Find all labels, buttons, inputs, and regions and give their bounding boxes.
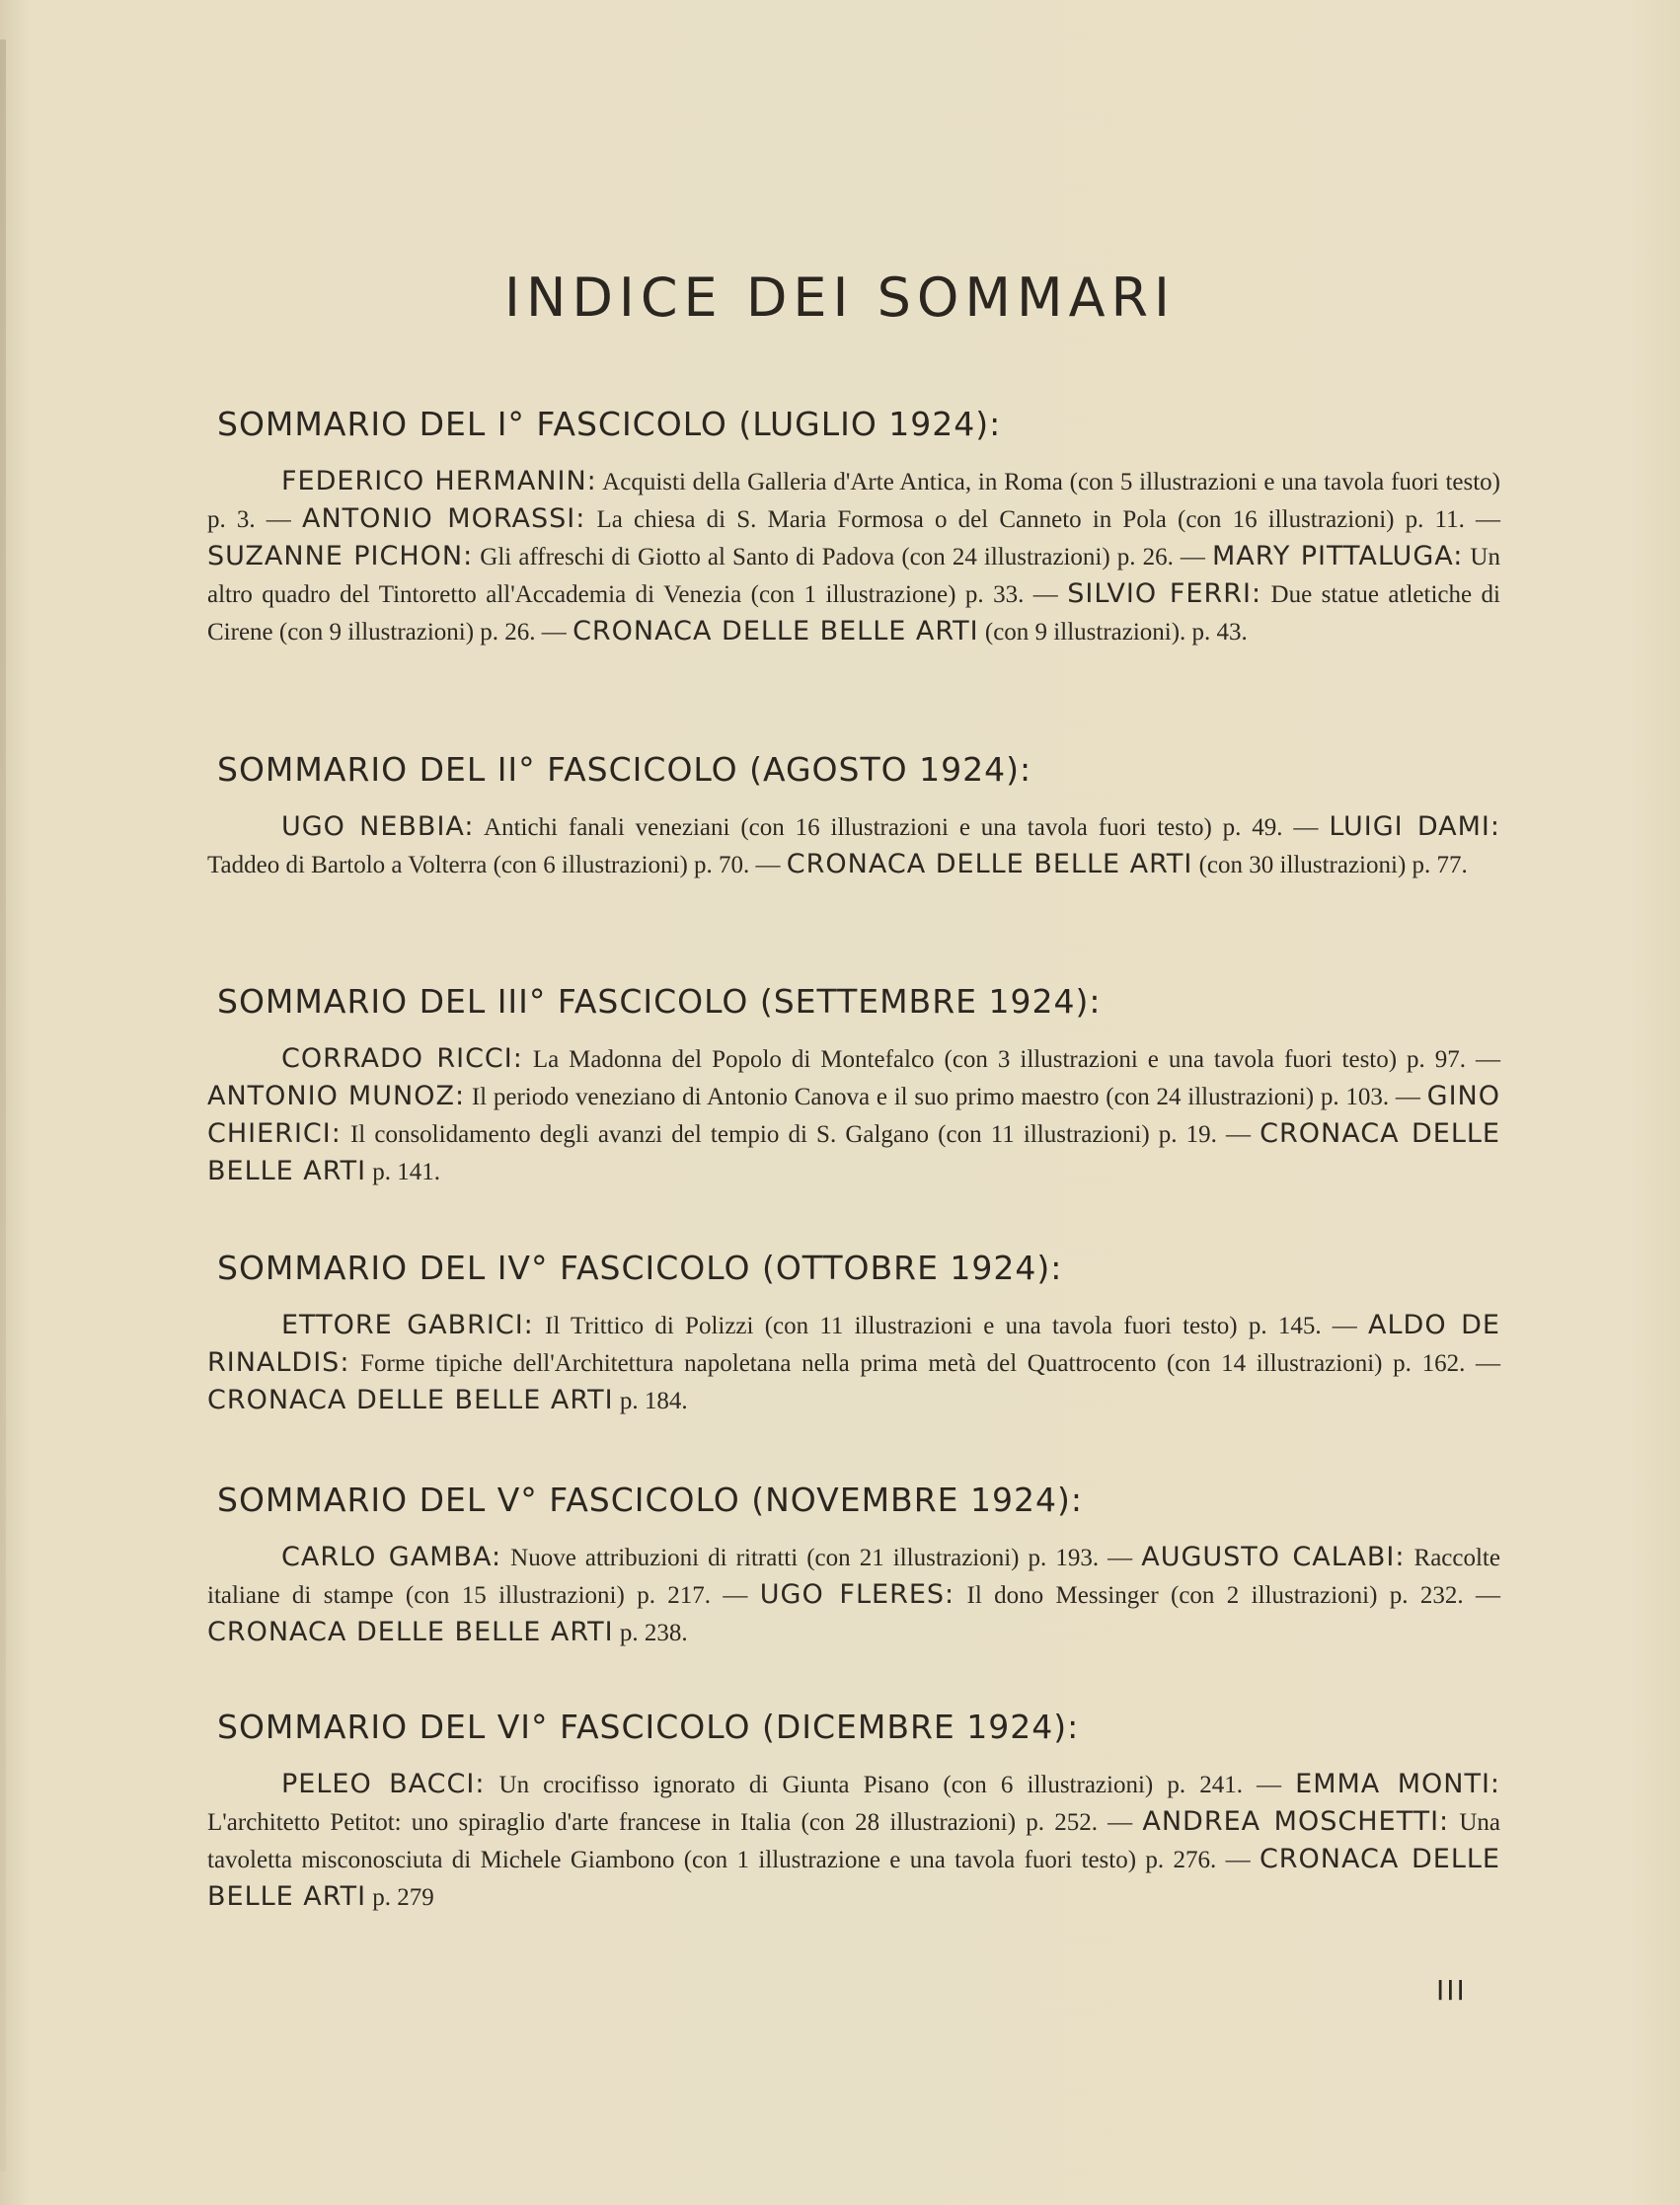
- author: UGO NEBBIA:: [281, 811, 475, 842]
- author: CRONACA DELLE BELLE ARTI: [207, 1844, 1500, 1912]
- section-body: [207, 1307, 1500, 1419]
- author: CRONACA DELLE BELLE ARTI: [207, 1617, 614, 1647]
- section-body: [207, 1539, 1500, 1651]
- section-1: [207, 405, 1500, 650]
- section-4: [207, 1249, 1500, 1419]
- author: SUZANNE PICHON:: [207, 541, 474, 571]
- author: ANTONIO MUNOZ:: [207, 1081, 466, 1111]
- section-body: [207, 1766, 1500, 1916]
- entry-text: Nuove attribuzioni di ritratti (con 21 illustrazioni) p. 193. —: [501, 1545, 1142, 1571]
- entry-text: La Madonna del Popolo di Montefalco (con 3 illustrazioni e una tavola fuori testo) p. 97. —: [522, 1046, 1500, 1073]
- entry-text: L'architetto Petitot: uno spiraglio d'arte francese in Italia (con 28 illustrazioni) p. 252. —: [207, 1809, 1143, 1836]
- entry-text: Una tavoletta misconosciuta di Michele Giambono (con 1 illustrazione e una tavola fuori testo) p. 276. —: [207, 1809, 1501, 1873]
- entry-text: Antichi fanali veneziani (con 16 illustrazioni e una tavola fuori testo) p. 49. —: [474, 814, 1330, 841]
- author: ANDREA MOSCHETTI:: [1142, 1806, 1450, 1837]
- author: CARLO GAMBA:: [281, 1542, 502, 1572]
- section-body: [207, 808, 1500, 883]
- section-2: [207, 750, 1500, 883]
- author: AUGUSTO CALABI:: [1141, 1542, 1406, 1572]
- section-body: [207, 463, 1500, 650]
- author: GINO CHIERICI:: [207, 1081, 1500, 1149]
- section-heading: SOMMARIO DEL I° FASCICOLO (LUGLIO 1924):: [217, 405, 1002, 443]
- entry-text: p. 238.: [613, 1620, 688, 1646]
- author: ETTORE GABRICI:: [281, 1310, 534, 1340]
- page-title: INDICE DEI SOMMARI: [504, 266, 1176, 329]
- binding-edge: [0, 39, 6, 2171]
- section-5: [207, 1481, 1500, 1651]
- author: UGO FLERES:: [759, 1579, 955, 1610]
- entry-text: Gli affreschi di Giotto al Santo di Padova (con 24 illustrazioni) p. 26. —: [473, 544, 1213, 570]
- section-6: [207, 1708, 1500, 1916]
- entry-text: (con 9 illustrazioni). p. 43.: [978, 619, 1248, 646]
- entry-text: Il Trittico di Polizzi (con 11 illustrazioni e una tavola fuori testo) p. 145. —: [533, 1313, 1369, 1339]
- entry-text: Acquisti della Galleria d'Arte Antica, in Roma (con 5 illustrazioni e una tavola fuori testo) p. 3. —: [207, 469, 1500, 533]
- author: PELEO BACCI:: [281, 1769, 486, 1799]
- section-heading: SOMMARIO DEL VI° FASCICOLO (DICEMBRE 1924):: [217, 1708, 1080, 1746]
- author: LUIGI DAMI:: [1329, 811, 1500, 842]
- author: CRONACA DELLE BELLE ARTI: [573, 616, 979, 646]
- section-heading: SOMMARIO DEL IV° FASCICOLO (OTTOBRE 1924):: [217, 1249, 1063, 1287]
- section-body: [207, 1040, 1500, 1190]
- entry-text: p. 184.: [613, 1388, 688, 1414]
- section-heading: SOMMARIO DEL II° FASCICOLO (AGOSTO 1924):: [217, 750, 1032, 789]
- entry-text: Forme tipiche dell'Architettura napoletana nella prima metà del Quattrocento (con 14 illustrazioni) p. 162. —: [349, 1350, 1500, 1377]
- author: CRONACA DELLE BELLE ARTI: [786, 849, 1193, 879]
- entry-text: La chiesa di S. Maria Formosa o del Canneto in Pola (con 16 illustrazioni) p. 11. —: [585, 506, 1501, 533]
- author: ALDO DE RINALDIS:: [207, 1310, 1500, 1378]
- author: ANTONIO MORASSI:: [301, 503, 586, 534]
- author: SILVIO FERRI:: [1067, 578, 1262, 609]
- entry-text: (con 30 illustrazioni) p. 77.: [1192, 852, 1468, 878]
- entry-text: p. 141.: [366, 1159, 441, 1185]
- entry-text: Il consolidamento degli avanzi del tempio di S. Galgano (con 11 illustrazioni) p. 19. —: [341, 1121, 1260, 1148]
- author: MARY PITTALUGA:: [1212, 541, 1464, 571]
- author: CRONACA DELLE BELLE ARTI: [207, 1385, 614, 1415]
- page-number: III: [1436, 1974, 1467, 2007]
- entry-text: Il periodo veneziano di Antonio Canova e il suo primo maestro (con 24 illustrazioni) p. 103. —: [465, 1084, 1427, 1110]
- section-3: [207, 982, 1500, 1190]
- author: FEDERICO HERMANIN:: [281, 466, 597, 496]
- entry-text: p. 279: [366, 1884, 434, 1911]
- entry-text: Un altro quadro del Tintoretto all'Accademia di Venezia (con 1 illustrazione) p. 33. —: [207, 544, 1500, 608]
- author: CRONACA DELLE BELLE ARTI: [207, 1118, 1500, 1186]
- entry-text: Due statue atletiche di Cirene (con 9 illustrazioni) p. 26. —: [207, 581, 1500, 646]
- author: CORRADO RICCI:: [281, 1043, 523, 1074]
- entry-text: Un crocifisso ignorato di Giunta Pisano (con 6 illustrazioni) p. 241. —: [485, 1772, 1296, 1798]
- section-heading: SOMMARIO DEL III° FASCICOLO (SETTEMBRE 1924):: [217, 982, 1102, 1021]
- entry-text: Raccolte italiane di stampe (con 15 illustrazioni) p. 217. —: [207, 1545, 1500, 1609]
- entry-text: Il dono Messinger (con 2 illustrazioni) p. 232. —: [955, 1582, 1501, 1609]
- author: EMMA MONTI:: [1295, 1769, 1501, 1799]
- entry-text: Taddeo di Bartolo a Volterra (con 6 illustrazioni) p. 70. —: [207, 852, 787, 878]
- section-heading: SOMMARIO DEL V° FASCICOLO (NOVEMBRE 1924):: [217, 1481, 1083, 1519]
